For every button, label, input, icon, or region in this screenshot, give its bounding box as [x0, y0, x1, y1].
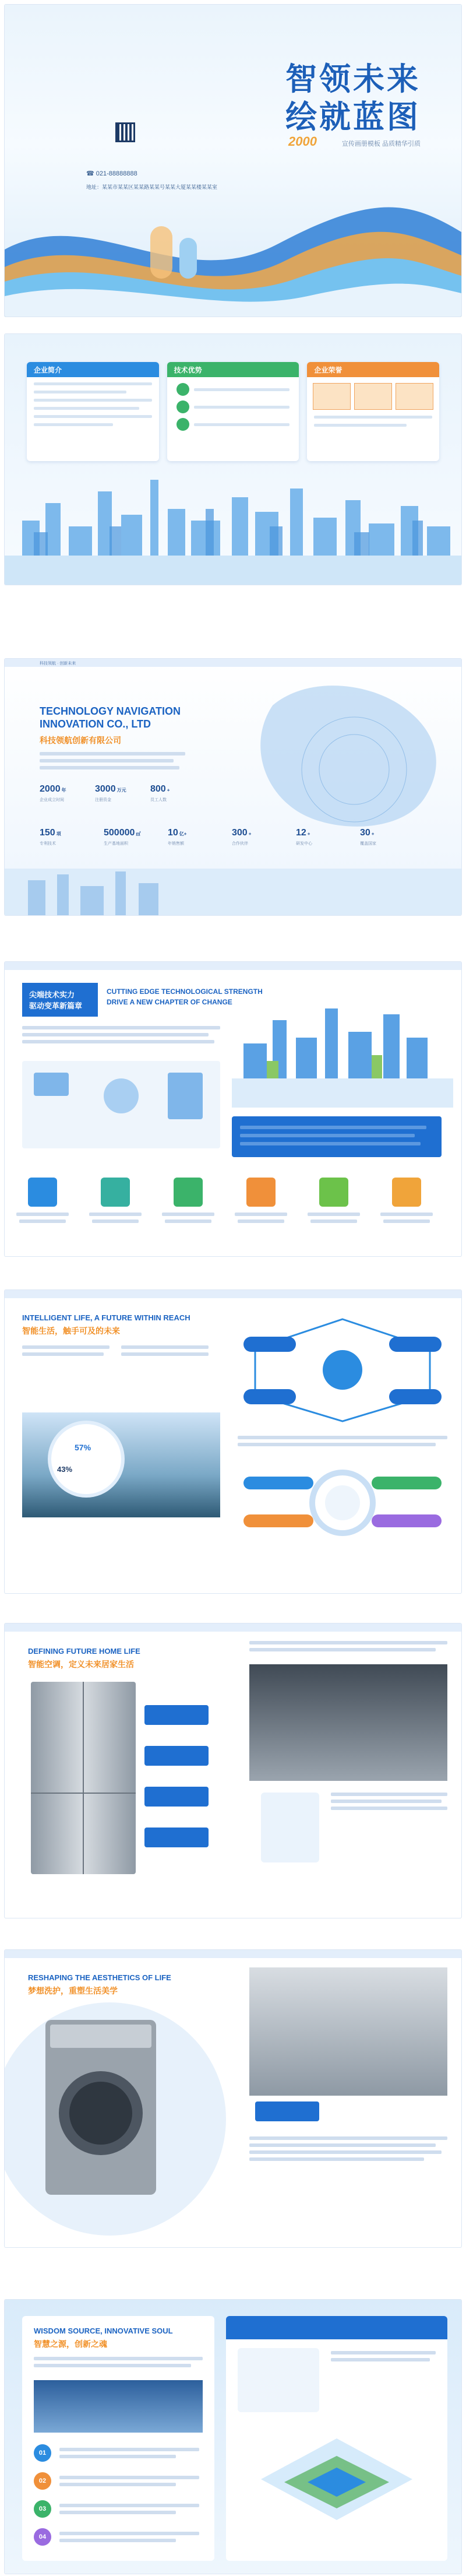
stat-unit: 万元	[116, 788, 126, 793]
feature-callout	[144, 1705, 209, 1725]
kitchen-photo	[249, 1664, 447, 1781]
wisdom-page	[5, 2300, 461, 2574]
wisdom-cn: 智慧之源，创新之魂	[34, 2340, 107, 2349]
tech-cn-line1: 尖端技术实力	[29, 991, 75, 1000]
flow-diagram	[261, 1793, 319, 1862]
cover-page	[5, 5, 461, 317]
wisdom-panel-header	[226, 2316, 447, 2339]
text-line	[310, 1220, 357, 1223]
text-line	[249, 2143, 436, 2147]
skyline-strip	[5, 869, 461, 915]
text-line	[40, 752, 185, 755]
text-line	[59, 2539, 176, 2542]
step-number: 03	[34, 2500, 51, 2518]
tech-feature-icon	[101, 1178, 130, 1207]
text-line	[59, 2483, 176, 2486]
network-icon	[176, 418, 189, 431]
stat-unit: +	[248, 831, 252, 837]
wisdom-en: WISDOM SOURCE, INNOVATIVE SOUL	[34, 2327, 173, 2335]
text-line	[194, 423, 290, 426]
city-skyline-graphic	[5, 468, 461, 585]
text-line	[194, 406, 290, 409]
card-header: 企业简介	[27, 362, 159, 377]
cover-phone: ☎ 021-88888888	[86, 170, 137, 177]
text-line	[34, 382, 152, 385]
stat-value: 300 +	[232, 828, 252, 838]
aesthetics-page	[5, 1950, 461, 2247]
laundry-photo	[249, 1967, 447, 2096]
text-line	[249, 2157, 424, 2161]
intelligent-page	[5, 1290, 461, 1593]
stat-unit: +	[371, 831, 375, 837]
text-line	[59, 2532, 199, 2535]
aesthetics-cn: 梦想洗护，重塑生活美学	[28, 1987, 118, 1996]
cover-year: 2000	[288, 134, 317, 149]
tech-item	[176, 418, 290, 431]
text-line	[240, 1134, 415, 1137]
step-number: 01	[34, 2444, 51, 2462]
text-line	[331, 1793, 447, 1796]
intro-card-profile	[27, 362, 159, 461]
text-line	[240, 1142, 421, 1145]
stat-label: 年销售额	[168, 842, 184, 846]
text-line	[34, 415, 152, 418]
text-line	[235, 1213, 287, 1216]
stat-value: 12 +	[296, 828, 310, 838]
tech-feature-icon	[246, 1178, 276, 1207]
text-line	[380, 1213, 433, 1216]
text-line	[249, 2150, 442, 2154]
cover-address: 地址：某某市某某区某某路某某号某某大厦某某楼某某室	[86, 184, 218, 190]
wisdom-left-panel	[22, 2316, 214, 2561]
stat-value: 30 +	[360, 828, 375, 838]
text-line	[121, 1345, 209, 1349]
company-en-line1: TECHNOLOGY NAVIGATION	[40, 705, 181, 717]
office-photo	[34, 2380, 203, 2433]
stat-value: 800 +	[150, 784, 170, 794]
text-line	[16, 1213, 69, 1216]
text-line	[92, 1220, 139, 1223]
text-line	[59, 2476, 199, 2479]
stat-value: 10 亿+	[168, 828, 187, 838]
text-line	[249, 1648, 436, 1651]
cover-wave-graphic	[5, 180, 461, 317]
diagram-box	[238, 2348, 319, 2412]
stat-value: 150 项	[40, 828, 61, 838]
home-cn: 智能空调，定义未来居家生活	[28, 1660, 134, 1670]
text-line	[162, 1213, 214, 1216]
cloud-icon	[104, 1078, 139, 1113]
phone-number: 021-88888888	[96, 170, 137, 177]
text-line	[34, 407, 139, 410]
pct-57: 57%	[75, 1443, 91, 1452]
washer-graphic	[5, 1997, 238, 2241]
text-line	[331, 2358, 430, 2361]
donut-chart	[51, 1424, 121, 1494]
text-line	[331, 2351, 436, 2354]
text-line	[22, 1352, 104, 1356]
text-line	[40, 759, 174, 762]
home-en: DEFINING FUTURE HOME LIFE	[28, 1647, 140, 1656]
tech-item	[176, 383, 290, 396]
server-icon	[34, 1073, 69, 1096]
tech-page	[5, 962, 461, 1256]
feature-callout	[255, 2101, 319, 2121]
ring-diagram	[238, 1465, 447, 1541]
text-line	[22, 1040, 214, 1043]
text-line	[249, 2136, 447, 2140]
intelligent-cn: 智能生活，触手可及的未来	[22, 1327, 120, 1336]
stat-unit: ㎡	[136, 831, 141, 837]
isometric-graphic	[249, 2427, 424, 2543]
text-line	[240, 1126, 426, 1129]
text-line	[40, 766, 179, 769]
intro-page	[5, 334, 461, 585]
stat-unit: 项	[56, 831, 61, 837]
stat-unit: 亿+	[179, 831, 187, 837]
card-header: 企业荣誉	[307, 362, 439, 377]
city-illustration	[232, 997, 453, 1108]
text-line	[314, 424, 407, 427]
text-line	[22, 1026, 220, 1029]
gear-icon	[176, 383, 189, 396]
feature-callout	[144, 1828, 209, 1847]
tech-cn-line2: 驱动变革新篇章	[29, 1002, 83, 1011]
page-header-bar	[5, 1290, 461, 1298]
tech-illustration	[22, 1061, 220, 1148]
cover-title-line1: 智领未来	[285, 61, 421, 97]
wisdom-right-panel	[226, 2316, 447, 2561]
tech-list	[176, 383, 290, 431]
database-icon	[168, 1073, 203, 1119]
text-line	[59, 2511, 176, 2514]
text-line	[22, 1033, 209, 1036]
stat-label: 合作伙伴	[232, 842, 248, 846]
step-number: 04	[34, 2528, 51, 2546]
hexagon-diagram	[238, 1313, 447, 1424]
text-line	[314, 416, 432, 419]
stat-label: 注册资金	[95, 798, 111, 802]
tech-en-line2: DRIVE A NEW CHAPTER OF CHANGE	[107, 998, 232, 1006]
stat-unit: 年	[61, 788, 66, 793]
text-line	[89, 1213, 142, 1216]
certificate-image	[313, 383, 351, 410]
fridge-seam	[83, 1682, 84, 1874]
stat-unit: +	[167, 788, 170, 793]
text-line	[34, 2357, 203, 2360]
intro-card-tech	[167, 362, 299, 461]
fridge-seam	[31, 1793, 136, 1794]
tech-item	[176, 400, 290, 413]
text-line	[34, 2364, 191, 2367]
text-line	[59, 2448, 199, 2451]
page-header-bar	[5, 1950, 461, 1958]
certificate-row	[313, 383, 433, 410]
text-line	[331, 1807, 447, 1810]
text-line	[34, 391, 126, 393]
text-line	[19, 1220, 66, 1223]
text-line	[194, 388, 290, 391]
tech-en-line1: CUTTING EDGE TECHNOLOGICAL STRENGTH	[107, 987, 263, 996]
stat-unit: +	[307, 831, 310, 837]
page-header-bar	[5, 1623, 461, 1632]
tech-title-box	[22, 983, 98, 1017]
text-line	[308, 1213, 360, 1216]
company-cn-name: 科技领航创新有限公司	[40, 736, 121, 746]
company-page	[5, 659, 461, 915]
map-graphic	[238, 670, 461, 845]
certificate-image	[354, 383, 392, 410]
tech-feature-icon	[28, 1178, 57, 1207]
text-line	[238, 1220, 284, 1223]
page-header-bar	[5, 962, 461, 970]
text-line	[383, 1220, 430, 1223]
text-line	[331, 1800, 442, 1803]
aesthetics-en: RESHAPING THE AESTHETICS OF LIFE	[28, 1973, 171, 1982]
text-line	[238, 1443, 436, 1446]
stat-value: 3000 万元	[95, 784, 126, 794]
stat-label: 生产基地面积	[104, 842, 128, 846]
feature-callout	[144, 1787, 209, 1807]
text-line	[34, 423, 113, 426]
stat-label: 研发中心	[296, 842, 312, 846]
stat-label: 专利技术	[40, 842, 56, 846]
feature-callout	[144, 1746, 209, 1766]
text-line	[22, 1345, 110, 1349]
stat-label: 员工人数	[150, 798, 167, 802]
step-number: 02	[34, 2472, 51, 2490]
text-line	[121, 1352, 209, 1356]
cover-title-line2: 绘就蓝图	[285, 99, 421, 135]
intro-card-honor	[307, 362, 439, 461]
qr-code	[115, 122, 135, 142]
text-line	[59, 2504, 199, 2507]
intro-card-row	[27, 362, 439, 461]
chip-icon	[176, 400, 189, 413]
certificate-image	[396, 383, 433, 410]
text-line	[238, 1436, 447, 1439]
text-line	[34, 399, 152, 402]
intelligent-en: INTELLIGENT LIFE, A FUTURE WITHIN REACH	[22, 1313, 190, 1322]
stat-value: 2000 年	[40, 784, 66, 794]
tech-feature-icon	[319, 1178, 348, 1207]
stat-value: 500000 ㎡	[104, 828, 141, 838]
tech-feature-icon	[174, 1178, 203, 1207]
stat-label: 企业成立时间	[40, 798, 64, 802]
pct-43: 43%	[57, 1465, 73, 1474]
text-line	[59, 2455, 176, 2458]
tech-feature-icon	[392, 1178, 421, 1207]
header-tag: 科技领航 · 创新未来	[40, 662, 76, 666]
card-header: 技术优势	[167, 362, 299, 377]
text-line	[165, 1220, 211, 1223]
cover-subtitle: 宣传画册模板 品质精华引质	[341, 140, 421, 147]
home-page	[5, 1623, 461, 1918]
tech-blue-panel	[232, 1116, 442, 1157]
stat-label: 覆盖国家	[360, 842, 376, 846]
company-en-line2: INNOVATION CO., LTD	[40, 718, 151, 730]
fridge-image	[31, 1682, 136, 1874]
text-line	[249, 1641, 447, 1644]
